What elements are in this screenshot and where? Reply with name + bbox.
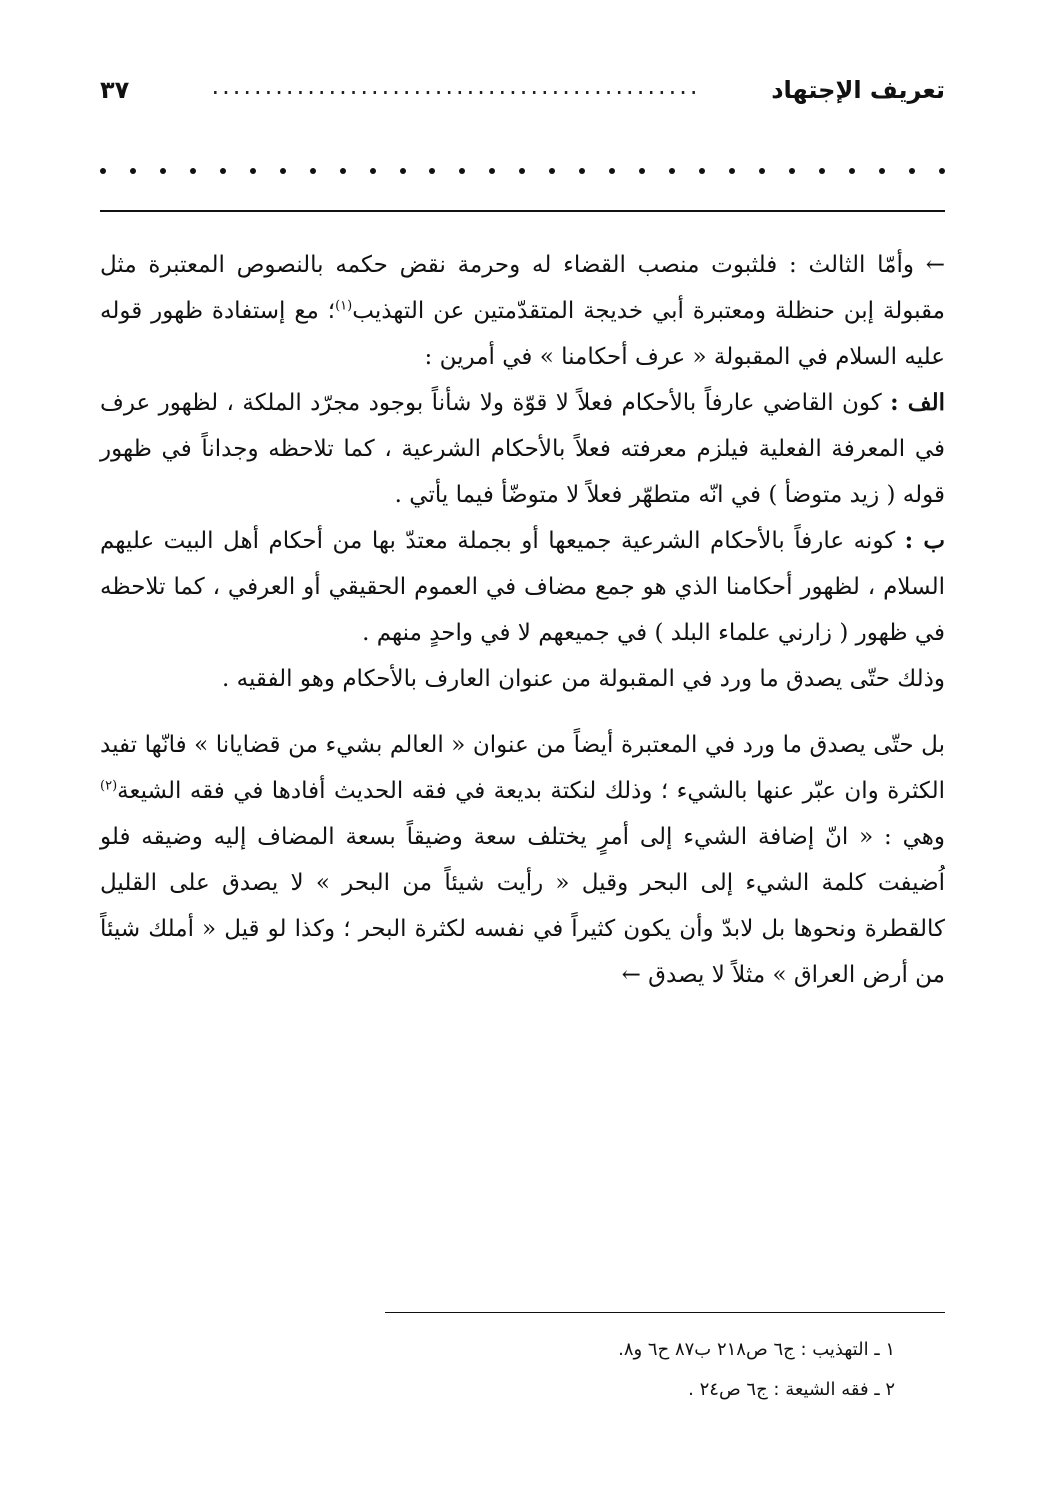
ornament-dot — [819, 168, 825, 174]
leader-dots: .............................................. — [211, 72, 701, 100]
ornament-dot — [759, 168, 765, 174]
ornament-dot — [160, 168, 166, 174]
ornament-dot — [909, 168, 915, 174]
ornament-dot — [429, 168, 435, 174]
ornament-dot — [549, 168, 555, 174]
ornament-dot — [639, 168, 645, 174]
chapter-title: تعريف الإجتهاد — [771, 76, 945, 104]
paragraph-third: ← وأمّا الثالث : فلثبوت منصب القضاء له وحرمة نقض حكمه بالنصوص المعتبرة مثل مقبولة إبن حنظلة ومعتبرة أبي خديجة المتقدّمتين عن التهذيب$^{(١)}$؛ مع إستفادة ظهور قوله عليه السلام في المقبولة « عرف أحكامنا » في أمرين : — [100, 252, 946, 370]
ornament-dot — [220, 168, 226, 174]
ornament-dot — [729, 168, 735, 174]
ornament-dot — [789, 168, 795, 174]
running-head — [100, 72, 945, 108]
ornament-dot — [400, 168, 406, 174]
ornament-dot — [459, 168, 465, 174]
paragraph-lead: الف : — [890, 389, 945, 416]
page-number: ٣٧ — [100, 76, 130, 104]
footnote-2: ٢ ـ فقه الشيعة : ج٦ ص٢٤ . — [688, 1379, 895, 1400]
ornament-dot — [489, 168, 495, 174]
footnote-1: ١ ـ التهذيب : ج٦ ص٢١٨ ب٨٧ ح٦ و٨. — [618, 1339, 895, 1360]
footnote-ref-2: (٢) — [100, 778, 118, 794]
ornament-dot — [310, 168, 316, 174]
footnote-rule — [385, 1312, 945, 1313]
dotted-ornament — [100, 156, 945, 186]
paragraph-ba: ب : كونه عارفاً بالأحكام الشرعية جميعها أو بجملة معتدّ بها من أحكام أهل البيت عليهم السلام ، لظهور أحكامنا الذي هو جمع مضاف في العموم الحقيقي أو العرفي ، كما تلاحظه في ظهور ( زارني علماء البلد ) في جميعهم لا في واحدٍ منهم . — [100, 527, 945, 646]
ornament-dot — [190, 168, 196, 174]
ornament-dot — [669, 168, 675, 174]
footnotes — [100, 1330, 895, 1410]
ornament-dot — [519, 168, 525, 174]
ornament-dot — [100, 168, 106, 174]
paragraph-lead: ب : — [904, 527, 945, 554]
paragraph-alif: الف : كون القاضي عارفاً بالأحكام فعلاً لا قوّة ولا شأناً بوجود مجرّد الملكة ، لظهور عرف في المعرفة الفعلية فيلزم معرفته فعلاً بالأحكام الشرعية ، كما تلاحظه وجداناً في ظهور قوله ( زيد متوضأ ) في انّه متطهّر فعلاً لا متوضّأ فيما يأتي . — [100, 389, 945, 508]
ornament-dot — [849, 168, 855, 174]
footnote-ref-1: (١) — [335, 298, 353, 314]
ornament-dot — [879, 168, 885, 174]
top-rule — [100, 210, 945, 212]
ornament-dot — [280, 168, 286, 174]
ornament-dot — [130, 168, 136, 174]
ornament-dot — [250, 168, 256, 174]
ornament-dot — [939, 168, 945, 174]
paragraph-conclusion: وذلك حتّى يصدق ما ورد في المقبولة من عنوان العارف بالأحكام وهو الفقيه . — [222, 666, 945, 692]
book-page — [100, 60, 945, 1460]
ornament-dot — [370, 168, 376, 174]
ornament-dot — [609, 168, 615, 174]
paragraph-mutabara: بل حتّى يصدق ما ورد في المعتبرة أيضاً من عنوان « العالم بشيء من قضايانا » فانّها تفيد الكثرة وان عبّر عنها بالشيء ؛ وذلك لنكتة بديعة في فقه الحديث أفادها في فقه الشيعة$^{(٢)}$ وهي : « انّ إضافة الشيء إلى أمرٍ يختلف سعة وضيقاً بسعة المضاف إليه وضيقه فلو اُضيفت كلمة الشيء إلى البحر وقيل « رأيت شيئاً من البحر » لا يصدق على القليل كالقطرة ونحوها بل لابدّ وأن يكون كثيراً في نفسه لكثرة البحر ؛ وكذا لو قيل « أملك شيئاً من أرض العراق » مثلاً لا يصدق ← — [100, 732, 945, 988]
ornament-dot — [340, 168, 346, 174]
body-text — [100, 242, 945, 998]
ornament-dot — [699, 168, 705, 174]
ornament-dot — [579, 168, 585, 174]
